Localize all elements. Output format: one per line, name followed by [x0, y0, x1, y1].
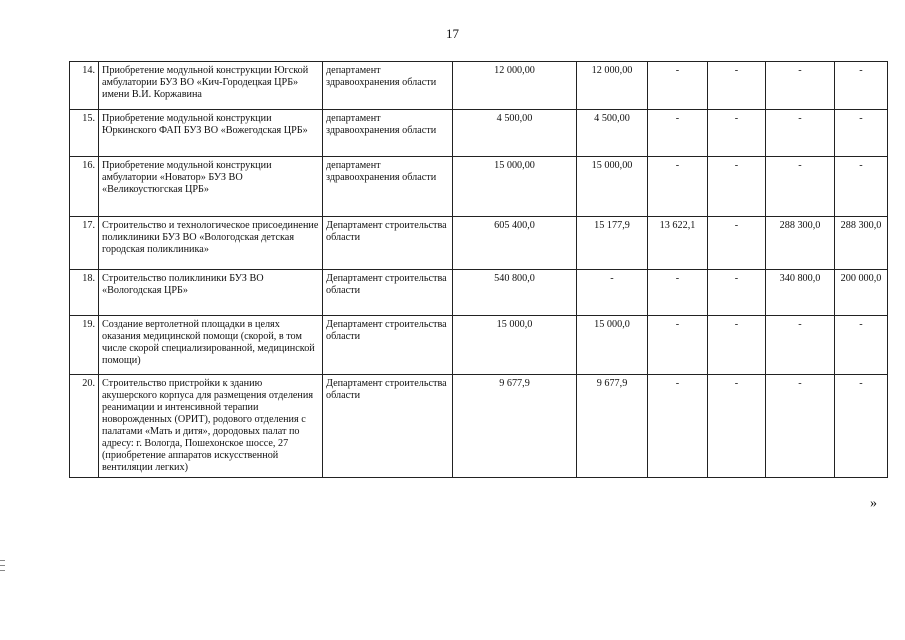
amount-col-5: -: [766, 62, 835, 110]
amount-col-6: -: [835, 110, 888, 157]
row-number: 14.: [70, 62, 99, 110]
department: Департамент строительства области: [323, 270, 453, 316]
table-row: [70, 157, 888, 217]
amount-total: 9 677,9: [453, 375, 577, 478]
department: департамент здравоохранения области: [323, 157, 453, 217]
table-row: [70, 217, 888, 270]
amount-col-2: 15 000,00: [577, 157, 648, 217]
continuation-mark: »: [870, 496, 877, 511]
amount-col-5: -: [766, 157, 835, 217]
amount-col-4: -: [708, 110, 766, 157]
department: Департамент строительства области: [323, 316, 453, 375]
table-row: [70, 270, 888, 316]
table-row: [70, 110, 888, 157]
amount-col-5: -: [766, 110, 835, 157]
item-name: Строительство поликлиники БУЗ ВО «Вологодская ЦРБ»: [99, 270, 323, 316]
amount-col-5: 340 800,0: [766, 270, 835, 316]
amount-total: 15 000,00: [453, 157, 577, 217]
page-number: 17: [446, 26, 459, 41]
department: Департамент строительства области: [323, 217, 453, 270]
amount-col-4: -: [708, 375, 766, 478]
department: департамент здравоохранения области: [323, 62, 453, 110]
amount-col-2: 9 677,9: [577, 375, 648, 478]
row-number: 18.: [70, 270, 99, 316]
financing-table: [69, 61, 888, 478]
item-name: Приобретение модульной конструкции Юркинского ФАП БУЗ ВО «Вожегодская ЦРБ»: [99, 110, 323, 157]
table-body: [70, 62, 888, 478]
scan-artifact: [0, 560, 6, 584]
department: департамент здравоохранения области: [323, 110, 453, 157]
amount-col-6: -: [835, 62, 888, 110]
amount-col-3: -: [648, 157, 708, 217]
amount-col-4: -: [708, 316, 766, 375]
row-number: 17.: [70, 217, 99, 270]
amount-col-6: 200 000,0: [835, 270, 888, 316]
amount-col-6: -: [835, 375, 888, 478]
table-row: [70, 375, 888, 478]
table-row: [70, 62, 888, 110]
amount-col-2: 15 000,0: [577, 316, 648, 375]
item-name: Создание вертолетной площадки в целях оказания медицинской помощи (скорой, в том числе скорой специализированной, медицинской помощи): [99, 316, 323, 375]
item-name: Приобретение модульной конструкции Югской амбулатории БУЗ ВО «Кич-Городецкая ЦРБ» имени В.И. Коржавина: [99, 62, 323, 110]
item-name: Строительство пристройки к зданию акушерского корпуса для размещения отделения реанимации и интенсивной терапии новорожденных (ОРИТ), родового отделения с палатами «Мать и дитя», дородовых палат по адресу: г. Вологда, Пошехонское шоссе, 27 (приобретение аппаратов искусственной вентиляции легких): [99, 375, 323, 478]
amount-col-2: 15 177,9: [577, 217, 648, 270]
amount-total: 540 800,0: [453, 270, 577, 316]
amount-col-3: -: [648, 270, 708, 316]
amount-col-3: -: [648, 110, 708, 157]
row-number: 16.: [70, 157, 99, 217]
amount-col-3: 13 622,1: [648, 217, 708, 270]
amount-col-2: 4 500,00: [577, 110, 648, 157]
amount-col-3: -: [648, 62, 708, 110]
amount-col-5: -: [766, 375, 835, 478]
amount-total: 4 500,00: [453, 110, 577, 157]
amount-col-3: -: [648, 316, 708, 375]
amount-total: 12 000,00: [453, 62, 577, 110]
amount-col-6: -: [835, 316, 888, 375]
amount-col-2: -: [577, 270, 648, 316]
amount-col-6: 288 300,0: [835, 217, 888, 270]
amount-total: 605 400,0: [453, 217, 577, 270]
item-name: Строительство и технологическое присоединение поликлиники БУЗ ВО «Вологодская детская городская поликлиника»: [99, 217, 323, 270]
department: Департамент строительства области: [323, 375, 453, 478]
amount-col-6: -: [835, 157, 888, 217]
amount-col-4: -: [708, 217, 766, 270]
amount-col-2: 12 000,00: [577, 62, 648, 110]
amount-col-4: -: [708, 270, 766, 316]
amount-col-4: -: [708, 157, 766, 217]
amount-total: 15 000,0: [453, 316, 577, 375]
row-number: 15.: [70, 110, 99, 157]
amount-col-4: -: [708, 62, 766, 110]
row-number: 19.: [70, 316, 99, 375]
row-number: 20.: [70, 375, 99, 478]
table-row: [70, 316, 888, 375]
amount-col-3: -: [648, 375, 708, 478]
amount-col-5: 288 300,0: [766, 217, 835, 270]
item-name: Приобретение модульной конструкции амбулатории «Новатор» БУЗ ВО «Великоустюгская ЦРБ»: [99, 157, 323, 217]
amount-col-5: -: [766, 316, 835, 375]
